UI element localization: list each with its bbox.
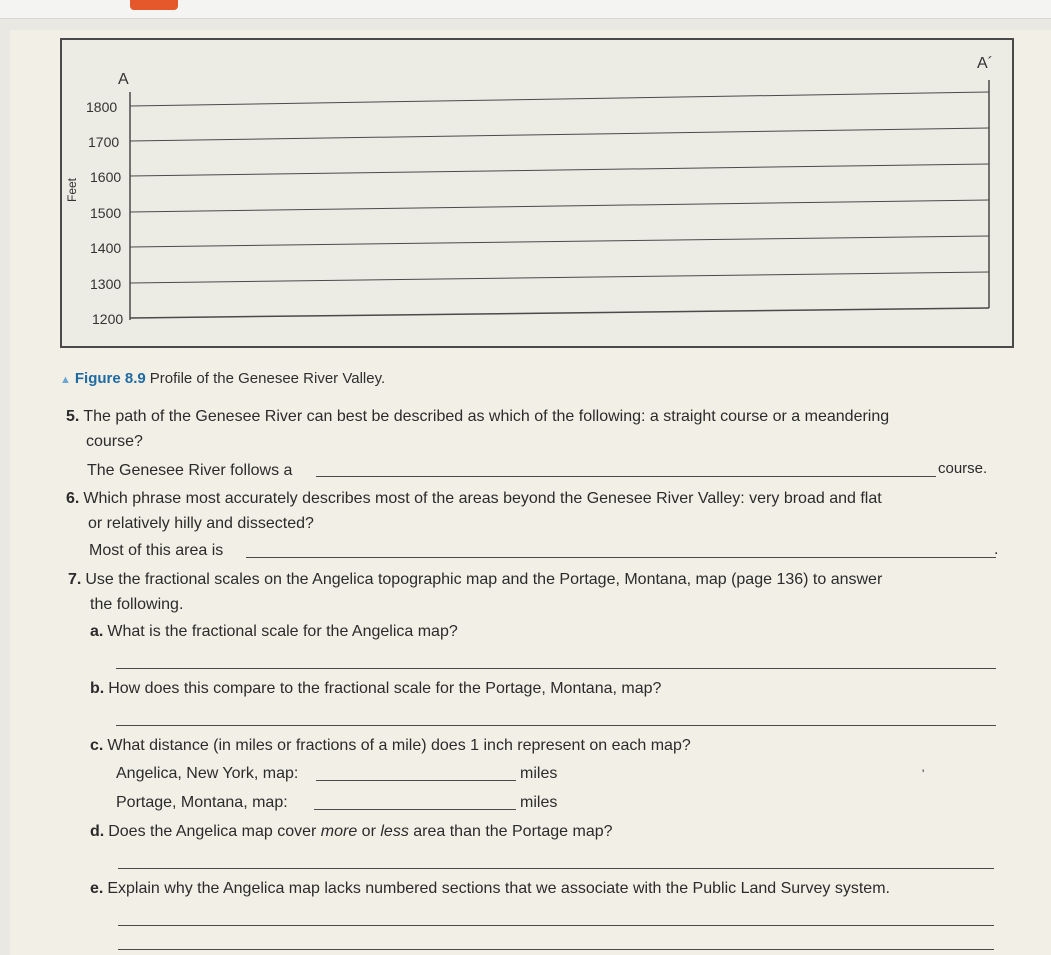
question-7e-answer-line-1[interactable] [118,925,994,926]
question-7 [68,567,1013,617]
question-7a-letter: a. [90,623,104,640]
question-7d [90,823,613,841]
tick-1400: 1400 [90,240,122,256]
figure-caption-text: Profile of the Genesee River Valley. [149,370,386,387]
question-7d-text-before: Does the Angelica map cover [108,823,321,840]
question-7c-row2-unit: miles [520,794,558,811]
question-7c-text: What distance (in miles or fractions of a mile) does 1 inch represent on each map? [107,737,691,754]
question-7e-answer-line-2[interactable] [118,949,994,950]
question-7b-answer-line[interactable] [116,725,996,726]
question-5-answer-suffix: course. [938,460,988,477]
question-5-text-line1: The path of the Genesee River can best be described as which of the following: a straight course or a meandering [83,408,890,425]
question-7d-more: more [320,823,358,840]
question-7a-answer-line[interactable] [116,668,996,669]
question-7e [90,880,890,898]
question-7d-or: or [357,823,381,840]
tick-1500: 1500 [90,205,122,221]
question-7d-less: less [380,823,409,840]
question-7-number: 7. [68,571,82,588]
question-6-answer-suffix: . [994,541,999,558]
question-5-text-line2: course? [86,433,143,450]
question-7a [90,623,458,641]
question-7c-row1-label: Angelica, New York, map: [116,765,299,782]
question-7-text-line2: the following. [90,596,184,613]
question-7d-letter: d. [90,823,105,840]
tick-1300: 1300 [90,276,122,292]
tick-1600: 1600 [90,169,122,185]
question-7c-row1-answer-line[interactable] [316,780,516,781]
question-7c-row2-answer-line[interactable] [314,809,516,810]
top-toolbar [0,0,1051,19]
grid-line-1200 [130,308,989,318]
question-5-answer-line[interactable] [316,476,936,477]
worksheet-page [10,30,1051,955]
question-7b [90,680,661,698]
question-7b-text: How does this compare to the fractional scale for the Portage, Montana, map? [108,680,662,697]
pencil-mark: ' [922,767,925,781]
question-5-number: 5. [66,408,80,425]
grid-line-1800 [130,92,989,106]
grid-line-1300 [130,272,989,283]
question-6 [66,486,1011,536]
axis-label-feet: Feet [65,177,79,202]
profile-figure [60,38,1014,348]
figure-caption [60,370,385,387]
question-7c-row2-label: Portage, Montana, map: [116,794,288,811]
orange-tab-button[interactable] [130,0,178,10]
figure-caption-label: Figure 8.9 [74,370,146,387]
question-7c-row1-unit: miles [520,765,558,782]
profile-grid-svg [62,40,1012,346]
question-6-number: 6. [66,490,80,507]
question-7a-text: What is the fractional scale for the Angelica map? [107,623,458,640]
tick-1200: 1200 [92,311,124,327]
question-7e-text: Explain why the Angelica map lacks numbered sections that we associate with the Public Land Survey system. [107,880,890,897]
label-a-start: A [118,71,129,88]
question-5 [66,404,1006,454]
question-7d-text-after: area than the Portage map? [408,823,613,840]
question-7e-letter: e. [90,880,104,897]
grid-line-1700 [130,128,989,141]
label-a-end: A´ [977,55,993,72]
question-7b-letter: b. [90,680,105,697]
grid-line-1400 [130,236,989,247]
question-6-text-line2: or relatively hilly and dissected? [88,515,314,532]
question-6-answer-prefix: Most of this area is [89,542,224,559]
grid-line-1600 [130,164,989,176]
question-6-text-line1: Which phrase most accurately describes most of the areas beyond the Genesee River Valley: very broad and flat [83,490,882,507]
tick-1800: 1800 [86,99,118,115]
question-7d-answer-line[interactable] [118,868,994,869]
question-7-text-line1: Use the fractional scales on the Angelica topographic map and the Portage, Montana, map (page 136) to answer [85,571,883,588]
grid-line-1500 [130,200,989,212]
tick-1700: 1700 [88,134,120,150]
question-5-answer-prefix: The Genesee River follows a [87,462,293,479]
triangle-icon: ▲ [60,374,71,386]
question-7c-letter: c. [90,737,104,754]
question-6-answer-line[interactable] [246,557,996,558]
question-7c [90,737,691,755]
